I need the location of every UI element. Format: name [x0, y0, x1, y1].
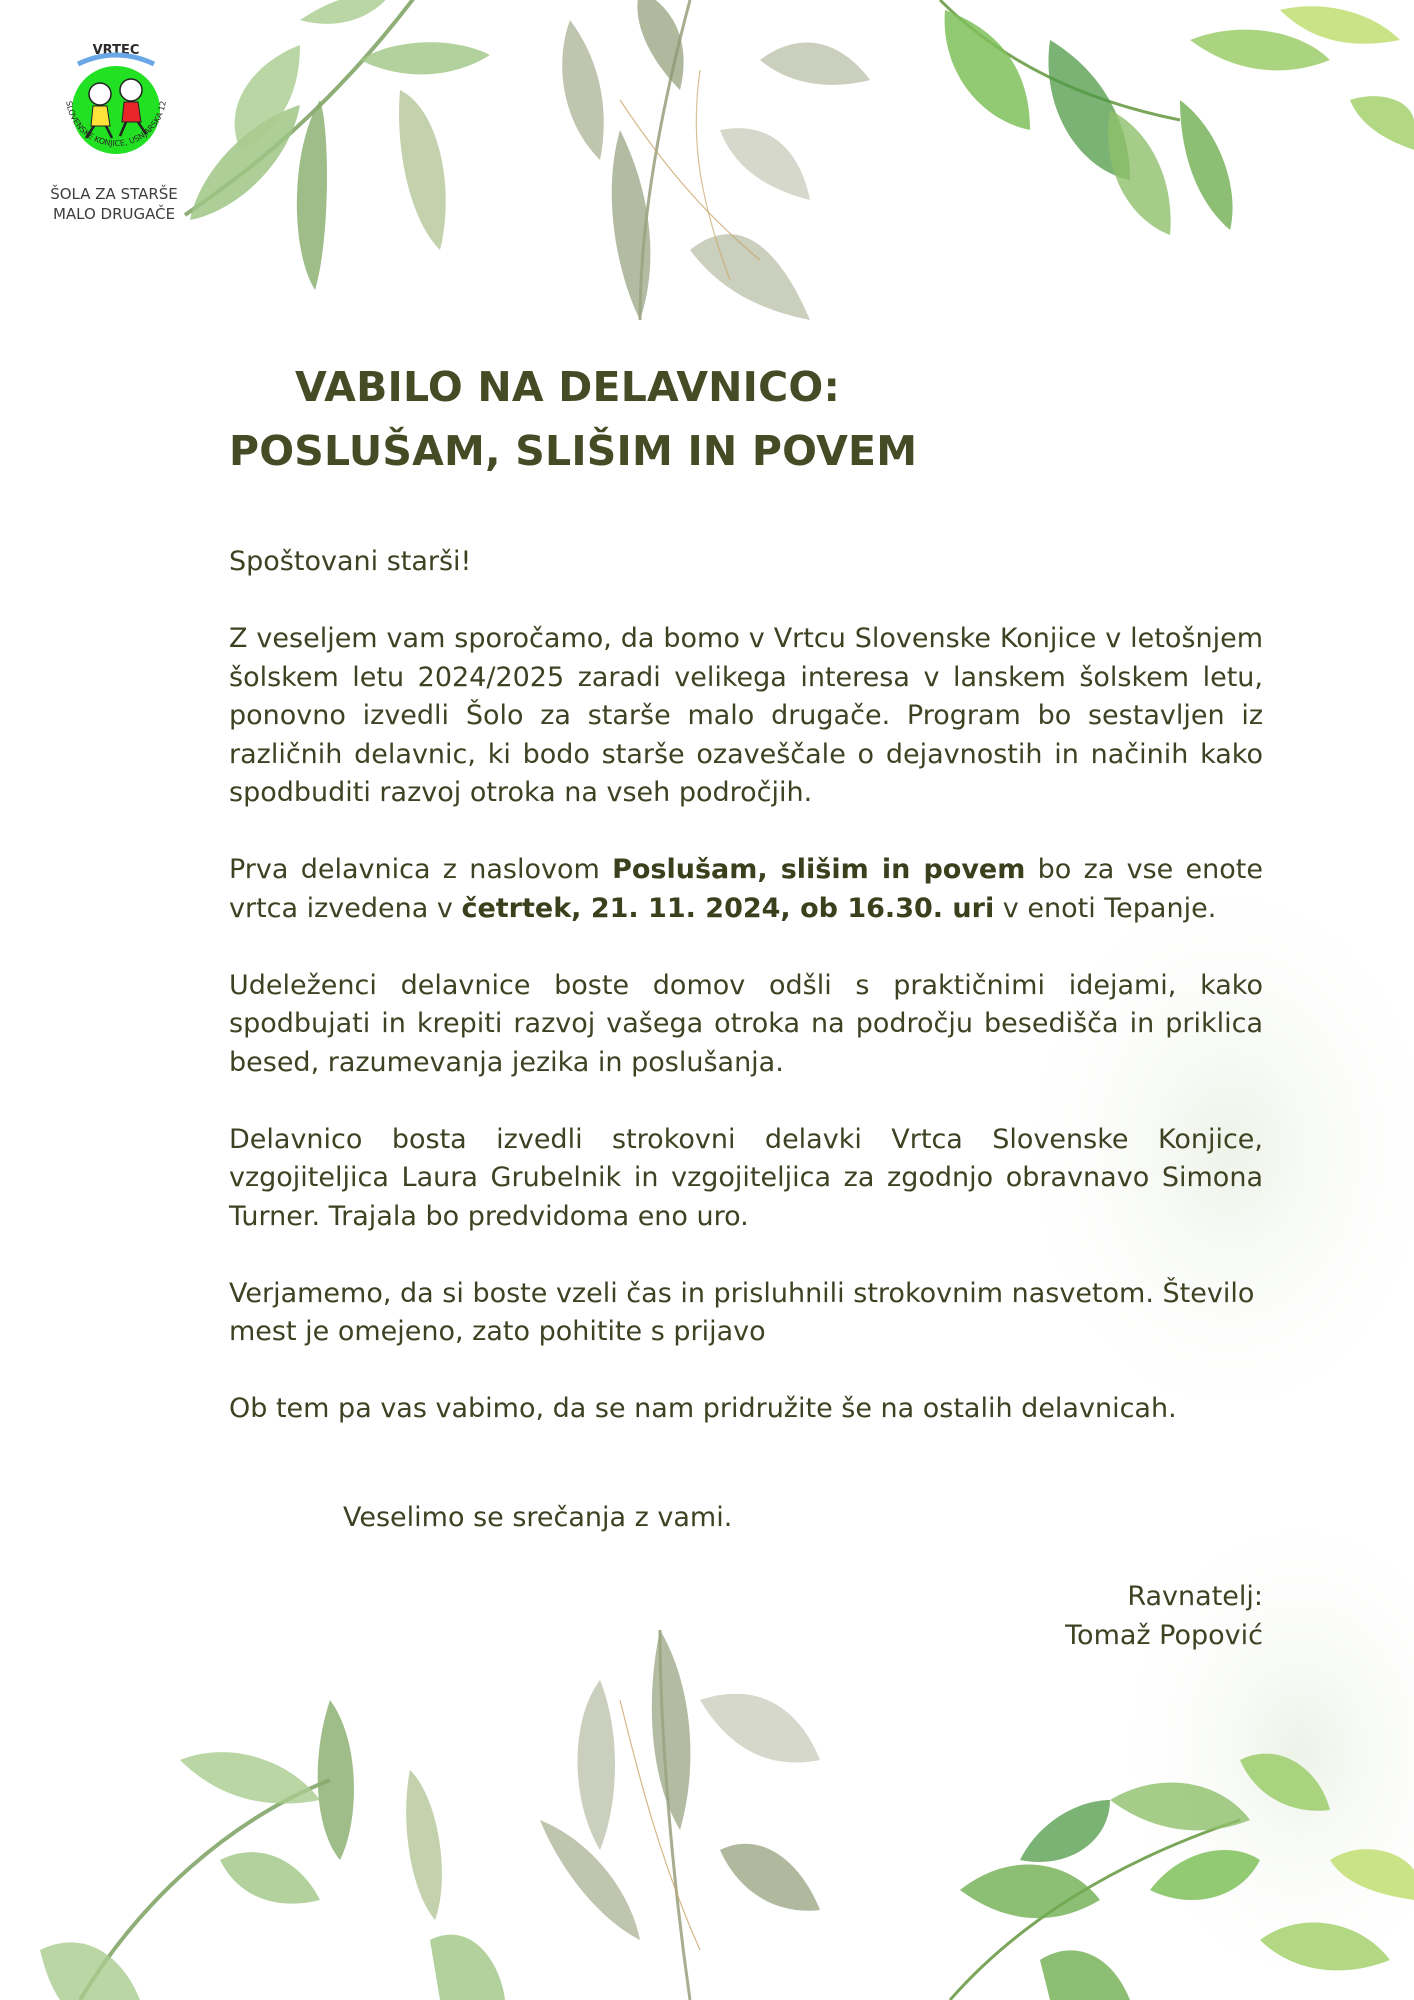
top-center-leaves — [562, 0, 870, 320]
logo-ring-text: SLOVENSKE KONJICE, USNJARSKA 12 — [64, 100, 168, 149]
logo-arc-text: VRTEC — [92, 43, 140, 58]
paragraph-presenters: Delavnico bosta izvedli strokovni delavki Vrtca Slovenske Konjice, vzgojiteljica Laura Grubelnik in vzgojiteljica za zgodnjo obravnavo Simona Turner. Trajala bo predvidoma eno uro. — [229, 1123, 1263, 1232]
paragraph-workshop-date — [229, 851, 1263, 928]
signature-name: Tomaž Popović — [1065, 1619, 1263, 1651]
paragraph2-text-2: bo za vse enote vrtca izvedena v — [229, 854, 1263, 924]
workshop-title: Poslušam, slišim in povem — [612, 854, 1026, 885]
paragraph2-text-3: v enoti Tepanje. — [994, 892, 1217, 924]
page-title — [200, 355, 960, 483]
letter-body — [229, 543, 1263, 1467]
logo-caption-line1: ŠOLA ZA STARŠE — [50, 185, 178, 203]
logo-caption-line2: MALO DRUGAČE — [52, 205, 176, 223]
workshop-datetime: četrtek, 21. 11. 2024, ob 16.30. uri — [461, 892, 995, 924]
signature-role: Ravnatelj: — [1127, 1581, 1263, 1612]
paragraph2-text-1: Prva delavnica z naslovom — [229, 854, 613, 885]
closing-line: Veselimo se srečanja z vami. — [343, 1502, 733, 1533]
title-line-1: VABILO NA DELAVNICO: — [295, 363, 841, 411]
logo-emblem — [44, 38, 184, 178]
signature-block — [1065, 1578, 1263, 1655]
paragraph-intro: Z veseljem vam sporočamo, da bomo v Vrtcu Slovenske Konjice v letošnjem šolskem letu 2024/2025 zaradi velikega interesa v lanskem šolskem letu, ponovno izvedli Šolo za starše malo drugače. Program bo sestavljen iz različnih delavnic, ki bodo starše ozaveščale o dejavnostih in načinih kako spodbuditi razvoj otroka na vseh področjih. — [229, 623, 1263, 808]
paragraph-invitation: Ob tem pa vas vabimo, da se nam pridružite še na ostalih delavnicah. — [229, 1393, 1177, 1424]
logo-caption — [44, 184, 184, 224]
title-line-2: POSLUŠAM, SLIŠIM IN POVEM — [229, 427, 918, 475]
greeting: Spoštovani starši! — [229, 546, 472, 577]
kindergarten-logo — [44, 38, 184, 228]
bottom-center-leaves — [540, 1630, 820, 2000]
top-right-leaves — [940, 0, 1414, 235]
paragraph-registration: Verjamemo, da si boste vzeli čas in prisluhnili strokovnim nasvetom. Število mest je omejeno, zato pohitite s prijavo — [229, 1277, 1255, 1347]
bottom-left-leaves — [40, 1700, 505, 2000]
top-left-leaves — [185, 0, 490, 290]
paragraph-outcomes: Udeleženci delavnice boste domov odšli s praktičnimi idejami, kako spodbujati in krepiti razvoj vašega otroka na področju besedišča in priklica besed, razumevanja jezika in poslušanja. — [229, 969, 1263, 1078]
